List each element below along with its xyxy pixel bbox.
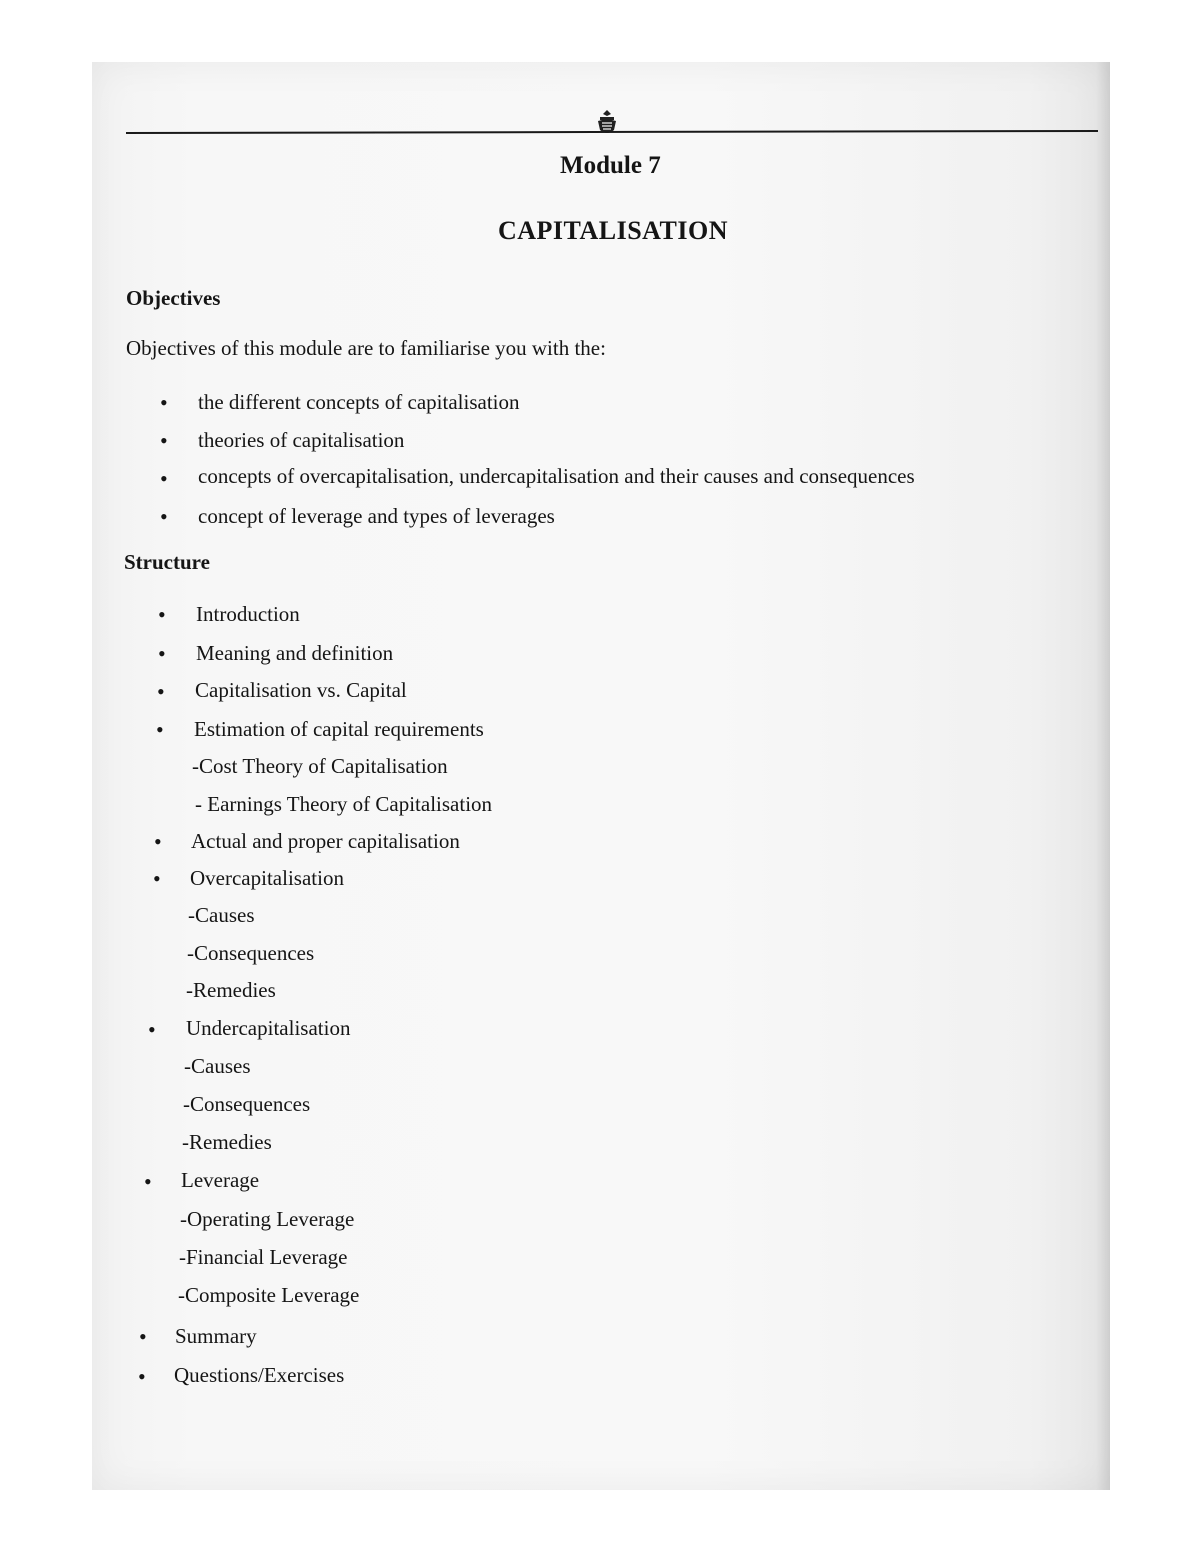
list-subitem: - Earnings Theory of Capitalisation <box>195 792 493 816</box>
list-item: Undercapitalisation <box>186 1016 351 1040</box>
list-item: Meaning and definition <box>196 641 394 665</box>
module-title: CAPITALISATION <box>498 216 728 245</box>
bullet-icon: • <box>160 504 168 529</box>
list-subitem: -Remedies <box>186 978 276 1002</box>
list-item: Estimation of capital requirements <box>194 717 484 741</box>
objectives-intro: Objectives of this module are to familiarise you with the: <box>126 336 606 360</box>
bullet-icon: • <box>160 390 168 415</box>
list-item: Capitalisation vs. Capital <box>195 678 407 702</box>
list-subitem: -Consequences <box>187 941 315 965</box>
institution-emblem-icon <box>592 108 622 138</box>
list-item: the different concepts of capitalisation <box>198 390 520 414</box>
list-item: Introduction <box>196 602 300 626</box>
list-item: Actual and proper capitalisation <box>191 829 460 853</box>
list-subitem: -Operating Leverage <box>180 1207 355 1231</box>
bullet-icon: • <box>158 641 166 666</box>
list-item: concepts of overcapitalisation, undercapitalisation and their causes and consequences <box>198 464 915 488</box>
list-subitem: -Financial Leverage <box>179 1245 348 1269</box>
bullet-icon: • <box>154 829 162 854</box>
bullet-icon: • <box>139 1324 147 1349</box>
list-item: Leverage <box>181 1168 260 1192</box>
list-subitem: -Causes <box>184 1054 251 1078</box>
list-item: Overcapitalisation <box>190 866 344 890</box>
structure-heading: Structure <box>124 550 210 574</box>
list-item: Questions/Exercises <box>174 1363 345 1387</box>
list-subitem: -Remedies <box>182 1130 272 1154</box>
list-subitem: -Composite Leverage <box>178 1283 360 1307</box>
bullet-icon: • <box>156 717 164 742</box>
bullet-icon: • <box>160 466 168 491</box>
bullet-icon: • <box>157 679 165 704</box>
page-shadow-edge <box>1096 62 1110 1490</box>
list-item: Summary <box>175 1324 257 1348</box>
bullet-icon: • <box>158 602 166 627</box>
objectives-heading: Objectives <box>126 286 221 310</box>
list-subitem: -Consequences <box>183 1092 311 1116</box>
bullet-icon: • <box>160 428 168 453</box>
list-item: theories of capitalisation <box>198 428 405 452</box>
bullet-icon: • <box>144 1169 152 1194</box>
module-number: Module 7 <box>560 152 661 179</box>
bullet-icon: • <box>148 1017 156 1042</box>
list-subitem: -Cost Theory of Capitalisation <box>192 754 448 778</box>
list-subitem: -Causes <box>188 903 255 927</box>
bullet-icon: • <box>153 866 161 891</box>
bullet-icon: • <box>138 1364 146 1389</box>
list-item: concept of leverage and types of leverages <box>198 504 555 528</box>
